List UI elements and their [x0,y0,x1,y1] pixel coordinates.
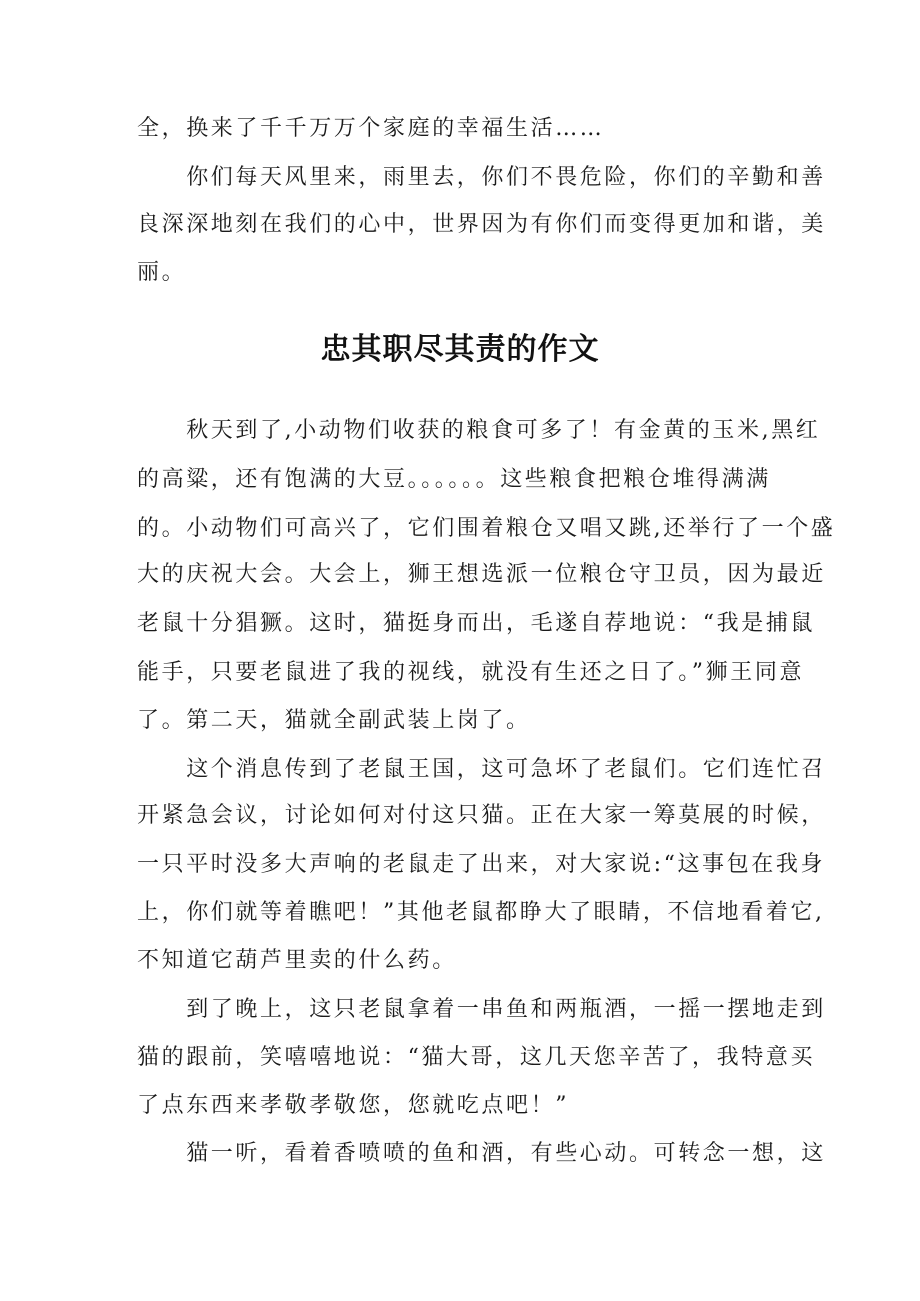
essay-line: 猫的跟前，笑嘻嘻地说：“猫大哥，这几天您辛苦了，我特意买 [137,1045,816,1070]
essay-line: 大的庆祝大会。大会上，狮王想选派一位粮仓守卫员，因为最近 [137,562,826,587]
essay-line: 了。第二天，猫就全副武装上岗了。 [137,708,531,733]
prev-text-line: 良深深地刻在我们的心中，世界因为有你们而变得更加和谐，美 [137,212,826,237]
essay-line: 秋天到了,小动物们收获的粮食可多了！有金黄的玉米,黑红 [137,418,821,443]
essay-line: 猫一听，看着香喷喷的鱼和酒，有些心动。可转念一想，这 [137,1141,826,1166]
prev-text-line: 全，换来了千千万万个家庭的幸福生活…… [137,116,605,141]
essay-line: 不知道它葫芦里卖的什么药。 [137,948,457,973]
essay-line: 这个消息传到了老鼠王国，这可急坏了老鼠们。它们连忙召 [137,757,826,782]
essay-line: 的。小动物们可高兴了，它们围着粮仓又唱又跳,还举行了一个盛 [137,516,836,541]
essay-line: 开紧急会议，讨论如何对付这只猫。正在大家一筹莫展的时候， [137,803,826,828]
essay-line: 能手，只要老鼠进了我的视线，就没有生还之日了。”狮王同意 [137,660,805,685]
essay-line: 一只平时没多大声响的老鼠走了出来，对大家说:“这事包在我身 [137,852,826,877]
essay-line: 上，你们就等着瞧吧！”其他老鼠都睁大了眼睛，不信地看着它, [137,900,825,925]
essay-line: 了点东西来孝敬孝敬您，您就吃点吧！” [137,1093,570,1118]
essay-title: 忠其职尽其责的作文 [320,332,600,367]
essay-line: 老鼠十分猖獗。这时，猫挺身而出，毛遂自荐地说：“我是捕鼠 [137,611,816,636]
prev-text-line: 你们每天风里来，雨里去，你们不畏危险，你们的辛勤和善 [137,165,826,190]
essay-line: 到了晚上，这只老鼠拿着一串鱼和两瓶酒，一摇一摆地走到 [137,997,826,1022]
prev-text-line: 丽。 [137,260,187,285]
essay-line: 的高粱，还有饱满的大豆。。。。。。这些粮食把粮仓堆得满满 [137,467,771,492]
